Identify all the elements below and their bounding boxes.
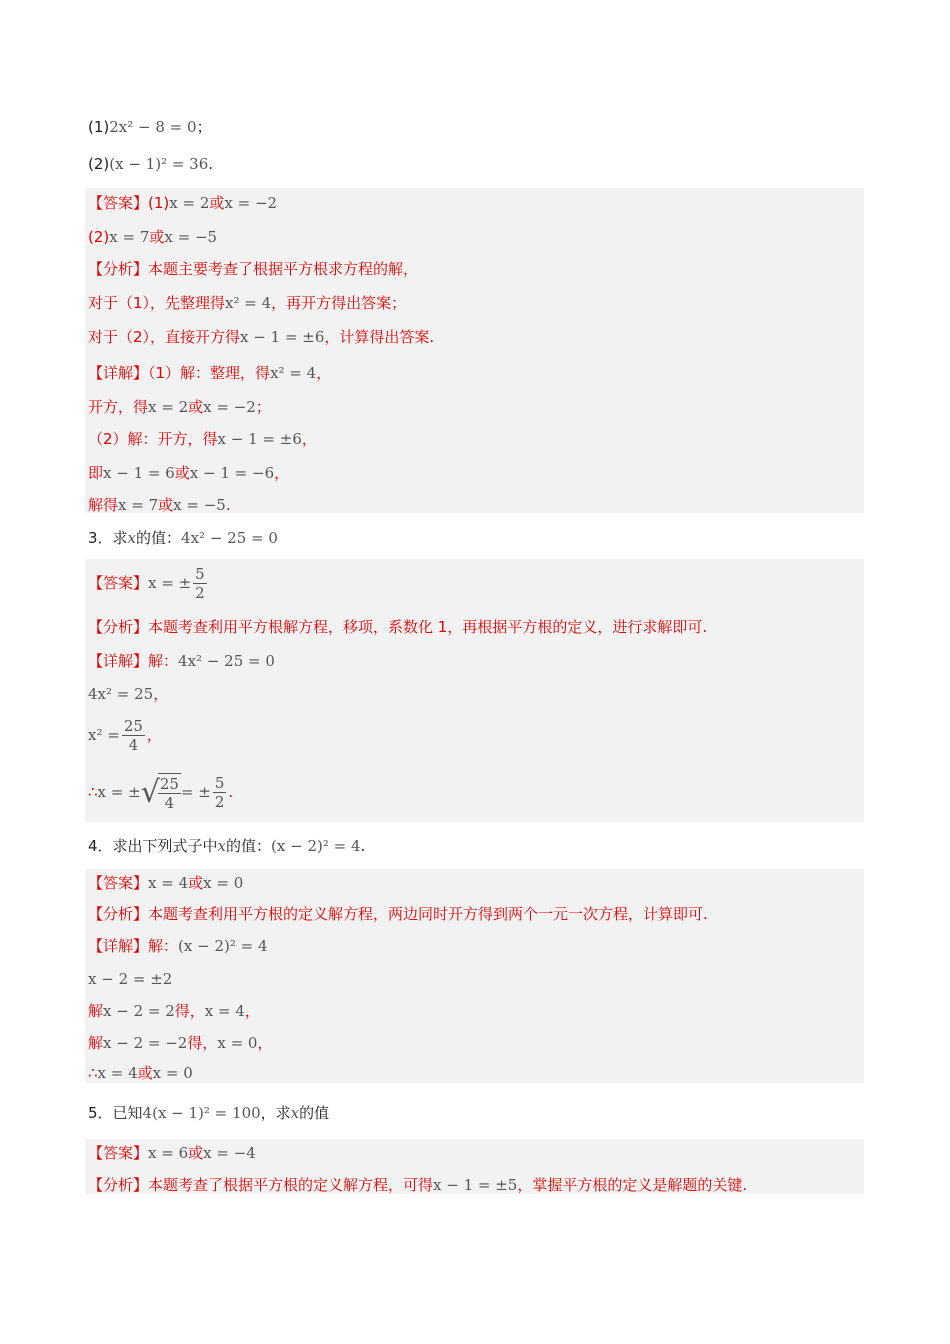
- detail-line-2: x − 2 = ±2: [88, 970, 173, 988]
- fraction: $\frac{5}{2}$: [195, 565, 205, 602]
- question-2-2: (2)(x − 1)² = 36.: [88, 155, 214, 173]
- detail-line-3: 解x − 2 = 2得，x = 4，: [88, 1002, 260, 1020]
- analysis-line: 【分析】本题考查利用平方根解方程，移项，系数化 1，再根据平方根的定义，进行求解即可.: [88, 618, 708, 636]
- detail-line-4: 即x − 1 = 6或x − 1 = −6，: [88, 464, 290, 482]
- fraction: $\frac{25}{4}$: [123, 717, 143, 754]
- detail-line-2: 开方，得x = 2或x = −2；: [88, 398, 271, 416]
- equation: 2x² − 8 = 0: [109, 118, 197, 136]
- detail-line-4: 解x − 2 = −2得，x = 0，: [88, 1034, 273, 1052]
- answer-line: 【答案】x = ± $\frac{5}{2}$: [88, 565, 205, 602]
- analysis-line: 【分析】本题考查利用平方根的定义解方程，两边同时开方得到两个一元一次方程，计算即可.: [88, 905, 708, 923]
- detail-line: 【详解】（1）解：整理，得x² = 4，: [88, 364, 332, 382]
- analysis-line-2: 对于（1），先整理得x² = 4，再开方得出答案；: [88, 294, 407, 312]
- square-root: √ $\frac{25}{4}$: [140, 774, 179, 812]
- answer-line-2: (2)x = 7或x = −5: [88, 228, 218, 246]
- detail-line-3: （2）解：开方，得x − 1 = ±6，: [88, 430, 317, 448]
- detail-line-5: ∴x = 4或x = 0: [88, 1064, 193, 1082]
- question-2-1: (1)2x² − 8 = 0；: [88, 118, 212, 136]
- question-5: 5．已知4(x − 1)² = 100，求x的值: [88, 1104, 330, 1122]
- answer-line: 【答案】x = 4或x = 0: [88, 874, 244, 892]
- answer-line: 【答案】x = 6或x = −4: [88, 1144, 256, 1162]
- analysis-line: 【分析】本题主要考查了根据平方根求方程的解，: [88, 260, 419, 278]
- detail-line-3: x² = $\frac{25}{4}$ ，: [88, 717, 162, 754]
- detail-line-5: 解得x = 7或x = −5.: [88, 496, 231, 514]
- equation: (x − 1)² = 36: [109, 155, 209, 173]
- analysis-line: 【分析】本题考查了根据平方根的定义解方程，可得x − 1 = ±5，掌握平方根的定义是解题的关键.: [88, 1176, 748, 1194]
- detail-line: 【详解】解：(x − 2)² = 4: [88, 937, 268, 955]
- detail-line-2: 4x² = 25，: [88, 685, 169, 703]
- detail-line-4: ∴x = ± √ $\frac{25}{4}$ = ± $\frac{5}{2}$ .: [88, 774, 234, 812]
- detail-line: 【详解】解：4x² − 25 = 0: [88, 652, 275, 670]
- analysis-line-3: 对于（2），直接开方得x − 1 = ±6，计算得出答案.: [88, 328, 435, 346]
- fraction: $\frac{5}{2}$: [214, 774, 225, 811]
- answer-line: 【答案】(1)x = 2或x = −2: [88, 194, 278, 212]
- question-3: 3．求x的值：4x² − 25 = 0: [88, 529, 278, 547]
- question-4: 4．求出下列式子中x的值：(x − 2)² = 4.: [88, 837, 366, 855]
